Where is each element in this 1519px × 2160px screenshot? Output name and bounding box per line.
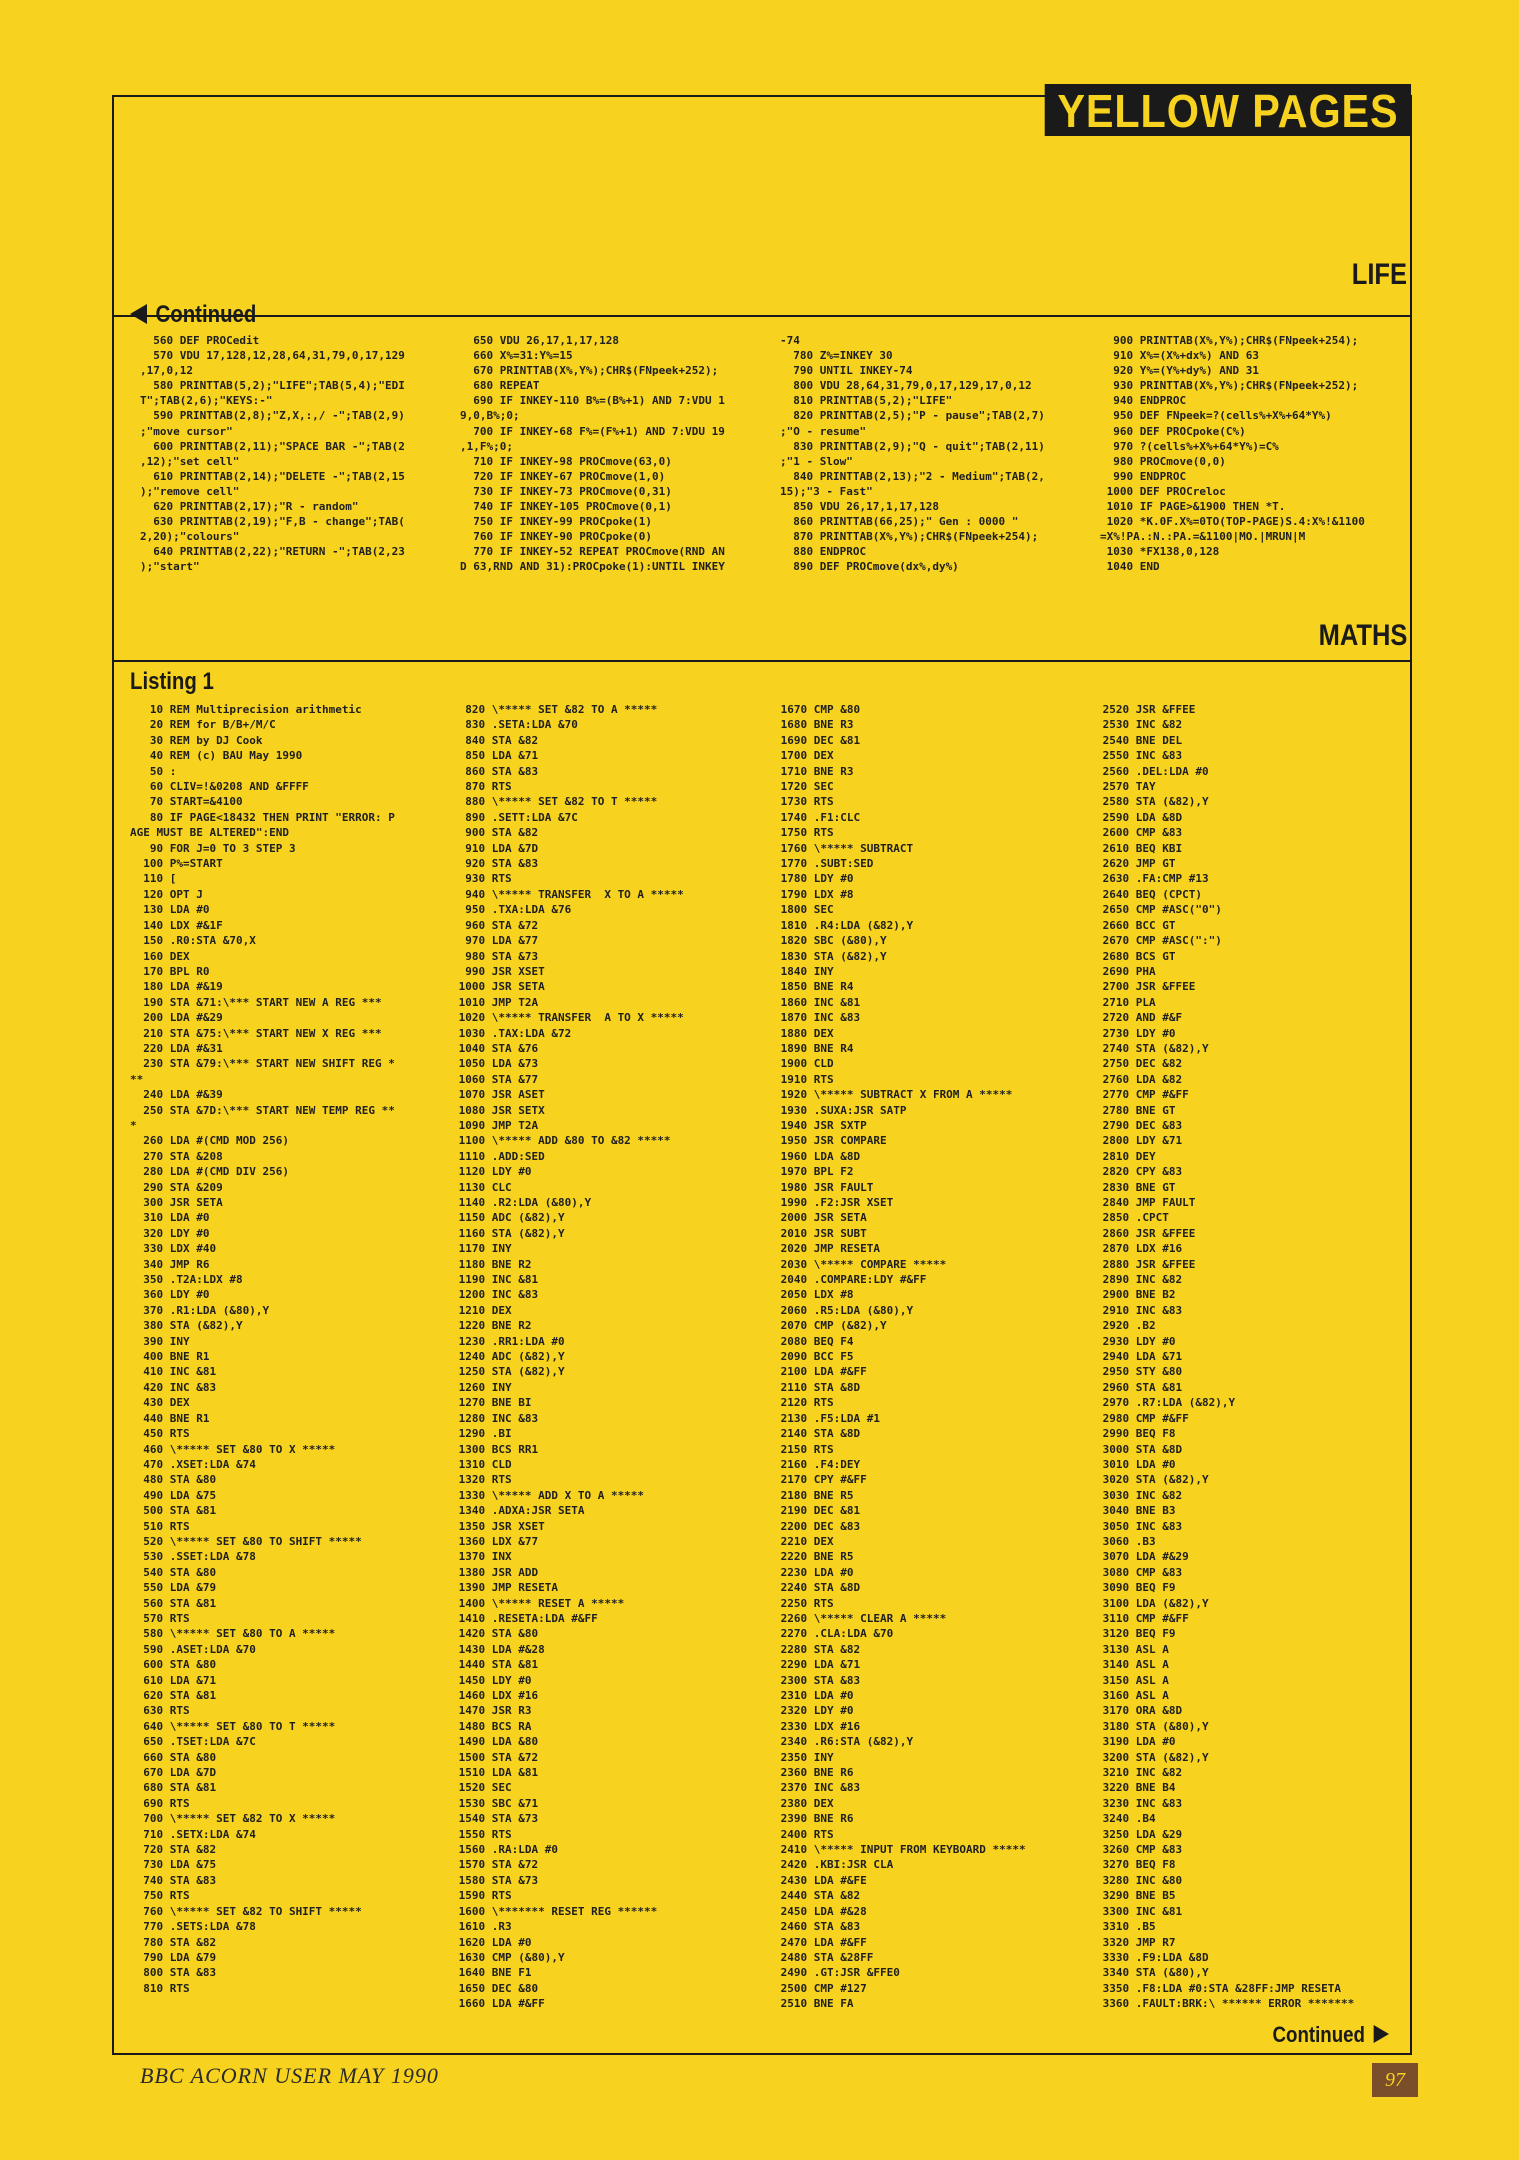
page-number: 97 (1372, 2063, 1418, 2097)
continued-footer-text: Continued (1272, 2022, 1366, 2047)
section-label-life: LIFE (1351, 258, 1407, 291)
listing-heading: Listing 1 (130, 668, 214, 695)
continued-footer (1273, 2022, 1389, 2048)
maths-code-column-3: 1670 CMP &80 1680 BNE R3 1690 DEC &81 1700 DEX 1710 BNE R3 1720 SEC 1730 RTS 1740 .F1:CLC 1750 RTS 1760 \***** SUBTRACT 1770 .SUBT:SED 1780 LDY #0 1790 LDX #8 1800 SEC 1810 .R4:LDA (&82),Y 1820 SBC (&80),Y 1830 STA (&82),Y 1840 INY 1850 BNE R4 1860 INC &81 1870 INC &83 1880 DEX 1890 BNE R4 1900 CLD 1910 RTS 1920 \***** SUBTRACT X FROM A ***** 1930 .SUXA:JSR SATP 1940 JSR SXTP 1950 JSR COMPARE 1960 LDA &8D 1970 BPL F2 1980 JSR FAULT 1990 .F2:JSR XSET 2000 JSR SETA 2010 JSR SUBT 2020 JMP RESETA 2030 \***** COMPARE ***** 2040 .COMPARE:LDY #&FF 2050 LDX #8 2060 .R5:LDA (&80),Y 2070 CMP (&82),Y 2080 BEQ F4 2090 BCC F5 2100 LDA #&FF 2110 STA &8D 2120 RTS 2130 .F5:LDA #1 2140 STA &8D 2150 RTS 2160 .F4:DEY 2170 CPY #&FF 2180 BNE R5 2190 DEC &81 2200 DEC &83 2210 DEX 2220 BNE R5 2230 LDA #0 2240 STA &8D 2250 RTS 2260 \***** CLEAR A ***** 2270 .CLA:LDA &70 2280 STA &82 2290 LDA &71 2300 STA &83 2310 LDA #0 2320 LDY #0 2330 LDX #16 2340 .R6:STA (&82),Y 2350 INY 2360 BNE R6 2370 INC &83 2380 DEX 2390 BNE R6 2400 RTS 2410 \***** INPUT FROM KEYBOARD ***** 2420 .KBI:JSR CLA 2430 LDA #&FE 2440 STA &82 2450 LDA #&28 2460 STA &83 2470 LDA #&FF 2480 STA &28FF 2490 .GT:JSR &FFE0 2500 CMP #127 2510 BNE FA (780, 703, 1026, 2011)
life-code-column-2: 650 VDU 26,17,1,17,128 660 X%=31:Y%=15 670 PRINTTAB(X%,Y%);CHR$(FNpeek+252); 680 REPEAT 690 IF INKEY-110 B%=(B%+1) AND 7:VDU 1 9,0,B%;0; 700 IF INKEY-68 F%=(F%+1) AND 7:VDU 19 ,1,F%;0; 710 IF INKEY-98 PROCmove(63,0) 720 IF INKEY-67 PROCmove(1,0) 730 IF INKEY-73 PROCmove(0,31) 740 IF INKEY-105 PROCmove(0,1) 750 IF INKEY-99 PROCpoke(1) 760 IF INKEY-90 PROCpoke(0) 770 IF INKEY-52 REPEAT PROCmove(RND AN D 63,RND AND 31):PROCpoke(1):UNTIL INKEY (460, 334, 725, 574)
continued-heading (130, 301, 256, 329)
divider-life-top (112, 315, 1412, 317)
arrow-left-icon (130, 304, 147, 324)
section-label-maths: MATHS (1318, 619, 1407, 652)
maths-code-column-4: 2520 JSR &FFEE 2530 INC &82 2540 BNE DEL 2550 INC &83 2560 .DEL:LDA #0 2570 TAY 2580 STA (&82),Y 2590 LDA &8D 2600 CMP &83 2610 BEQ KBI 2620 JMP GT 2630 .FA:CMP #13 2640 BEQ (CPCT) 2650 CMP #ASC("0") 2660 BCC GT 2670 CMP #ASC(":") 2680 BCS GT 2690 PHA 2700 JSR &FFEE 2710 PLA 2720 AND #&F 2730 LDY #0 2740 STA (&82),Y 2750 DEC &82 2760 LDA &82 2770 CMP #&FF 2780 BNE GT 2790 DEC &83 2800 LDY &71 2810 DEY 2820 CPY &83 2830 BNE GT 2840 JMP FAULT 2850 .CPCT 2860 JSR &FFEE 2870 LDX #16 2880 JSR &FFEE 2890 INC &82 2900 BNE B2 2910 INC &83 2920 .B2 2930 LDY #0 2940 LDA &71 2950 STY &80 2960 STA &81 2970 .R7:LDA (&82),Y 2980 CMP #&FF 2990 BEQ F8 3000 STA &8D 3010 LDA #0 3020 STA (&82),Y 3030 INC &82 3040 BNE B3 3050 INC &83 3060 .B3 3070 LDA #&29 3080 CMP &83 3090 BEQ F9 3100 LDA (&82),Y 3110 CMP #&FF 3120 BEQ F9 3130 ASL A 3140 ASL A 3150 ASL A 3160 ASL A 3170 ORA &8D 3180 STA (&80),Y 3190 LDA #0 3200 STA (&82),Y 3210 INC &82 3220 BNE B4 3230 INC &83 3240 .B4 3250 LDA &29 3260 CMP &83 3270 BEQ F8 3280 INC &80 3290 BNE B5 3300 INC &81 3310 .B5 3320 JMP R7 3330 .F9:LDA &8D 3340 STA (&80),Y 3350 .F8:LDA #0:STA &28FF:JMP RESETA 3360 .FAULT:BRK:\ ****** ERROR ******* (1102, 703, 1355, 2011)
masthead-yellow-pages: YELLOW PAGES (1045, 84, 1411, 136)
magazine-footer: BBC ACORN USER MAY 1990 (140, 2063, 439, 2088)
life-code-column-1: 560 DEF PROCedit 570 VDU 17,128,12,28,64,31,79,0,17,129 ,17,0,12 580 PRINTTAB(5,2);"LIFE";TAB(5,4);"EDI T";TAB(2,6);"KEYS:-" 590 PRINTTAB(2,8);"Z,X,:,/ -";TAB(2,9) ;"move cursor" 600 PRINTTAB(2,11);"SPACE BAR -";TAB(2 ,12);"set cell" 610 PRINTTAB(2,14);"DELETE -";TAB(2,15 );"remove cell" 620 PRINTTAB(2,17);"R - random" 630 PRINTTAB(2,19);"F,B - change";TAB( 2,20);"colours" 640 PRINTTAB(2,22);"RETURN -";TAB(2,23 );"start" (140, 334, 405, 574)
maths-code-column-2: 820 \***** SET &82 TO A ***** 830 .SETA:LDA &70 840 STA &82 850 LDA &71 860 STA &83 870 RTS 880 \***** SET &82 TO T ***** 890 .SETT:LDA &7C 900 STA &82 910 LDA &7D 920 STA &83 930 RTS 940 \***** TRANSFER X TO A ***** 950 .TXA:LDA &76 960 STA &72 970 LDA &77 980 STA &73 990 JSR XSET 1000 JSR SETA 1010 JMP T2A 1020 \***** TRANSFER A TO X ***** 1030 .TAX:LDA &72 1040 STA &76 1050 LDA &73 1060 STA &77 1070 JSR ASET 1080 JSR SETX 1090 JMP T2A 1100 \***** ADD &80 TO &82 ***** 1110 .ADD:SED 1120 LDY #0 1130 CLC 1140 .R2:LDA (&80),Y 1150 ADC (&82),Y 1160 STA (&82),Y 1170 INY 1180 BNE R2 1190 INC &81 1200 INC &83 1210 DEX 1220 BNE R2 1230 .RR1:LDA #0 1240 ADC (&82),Y 1250 STA (&82),Y 1260 INY 1270 BNE BI 1280 INC &83 1290 .BI 1300 BCS RR1 1310 CLD 1320 RTS 1330 \***** ADD X TO A ***** 1340 .ADXA:JSR SETA 1350 JSR XSET 1360 LDX &77 1370 INX 1380 JSR ADD 1390 JMP RESETA 1400 \***** RESET A ***** 1410 .RESETA:LDA #&FF 1420 STA &80 1430 LDA #&28 1440 STA &81 1450 LDY #0 1460 LDX #16 1470 JSR R3 1480 BCS RA 1490 LDA &80 1500 STA &72 1510 LDA &81 1520 SEC 1530 SBC &71 1540 STA &73 1550 RTS 1560 .RA:LDA #0 1570 STA &72 1580 STA &73 1590 RTS 1600 \******* RESET REG ****** 1610 .R3 1620 LDA #0 1630 CMP (&80),Y 1640 BNE F1 1650 DEC &80 1660 LDA #&FF (458, 703, 684, 2011)
maths-code-column-1: 10 REM Multiprecision arithmetic 20 REM for B/B+/M/C 30 REM by DJ Cook 40 REM (c) BAU May 1990 50 : 60 CLIV=!&0208 AND &FFFF 70 START=&4100 80 IF PAGE<18432 THEN PRINT "ERROR: P AGE MUST BE ALTERED":END 90 FOR J=0 TO 3 STEP 3 100 P%=START 110 [ 120 OPT J 130 LDA #0 140 LDX #&1F 150 .R0:STA &70,X 160 DEX 170 BPL R0 180 LDA #&19 190 STA &71:\*** START NEW A REG *** 200 LDA #&29 210 STA &75:\*** START NEW X REG *** 220 LDA #&31 230 STA &79:\*** START NEW SHIFT REG * ** 240 LDA #&39 250 STA &7D:\*** START NEW TEMP REG ** * 260 LDA #(CMD MOD 256) 270 STA &208 280 LDA #(CMD DIV 256) 290 STA &209 300 JSR SETA 310 LDA #0 320 LDY #0 330 LDX #40 340 JMP R6 350 .T2A:LDX #8 360 LDY #0 370 .R1:LDA (&80),Y 380 STA (&82),Y 390 INY 400 BNE R1 410 INC &81 420 INC &83 430 DEX 440 BNE R1 450 RTS 460 \***** SET &80 TO X ***** 470 .XSET:LDA &74 480 STA &80 490 LDA &75 500 STA &81 510 RTS 520 \***** SET &80 TO SHIFT ***** 530 .SSET:LDA &78 540 STA &80 550 LDA &79 560 STA &81 570 RTS 580 \***** SET &80 TO A ***** 590 .ASET:LDA &70 600 STA &80 610 LDA &71 620 STA &81 630 RTS 640 \***** SET &80 TO T ***** 650 .TSET:LDA &7C 660 STA &80 670 LDA &7D 680 STA &81 690 RTS 700 \***** SET &82 TO X ***** 710 .SETX:LDA &74 720 STA &82 730 LDA &75 740 STA &83 750 RTS 760 \***** SET &82 TO SHIFT ***** 770 .SETS:LDA &78 780 STA &82 790 LDA &79 800 STA &83 810 RTS (130, 703, 395, 1995)
life-code-column-3: -74 780 Z%=INKEY 30 790 UNTIL INKEY-74 800 VDU 28,64,31,79,0,17,129,17,0,12 810 PRINTTAB(5,2);"LIFE" 820 PRINTTAB(2,5);"P - pause";TAB(2,7) ;"O - resume" 830 PRINTTAB(2,9);"Q - quit";TAB(2,11) ;"1 - Slow" 840 PRINTTAB(2,13);"2 - Medium";TAB(2, 15);"3 - Fast" 850 VDU 26,17,1,17,128 860 PRINTTAB(66,25);" Gen : 0000 " 870 PRINTTAB(X%,Y%);CHR$(FNpeek+254); 880 ENDPROC 890 DEF PROCmove(dx%,dy%) (780, 334, 1045, 574)
continued-heading-text: Continued (155, 301, 257, 328)
divider-maths-top (112, 660, 1412, 662)
life-code-column-4: 900 PRINTTAB(X%,Y%);CHR$(FNpeek+254); 910 X%=(X%+dx%) AND 63 920 Y%=(Y%+dy%) AND 31 930 PRINTTAB(X%,Y%);CHR$(FNpeek+252); 940 ENDPROC 950 DEF FNpeek=?(cells%+X%+64*Y%) 960 DEF PROCpoke(C%) 970 ?(cells%+X%+64*Y%)=C% 980 PROCmove(0,0) 990 ENDPROC 1000 DEF PROCreloc 1010 IF PAGE>&1900 THEN *T. 1020 *K.0F.X%=0TO(TOP-PAGE)S.4:X%!&1100 =X%!PA.:N.:PA.=&1100|MO.|MRUN|M 1030 *FX138,0,128 1040 END (1100, 334, 1365, 574)
arrow-right-icon (1374, 2025, 1389, 2043)
